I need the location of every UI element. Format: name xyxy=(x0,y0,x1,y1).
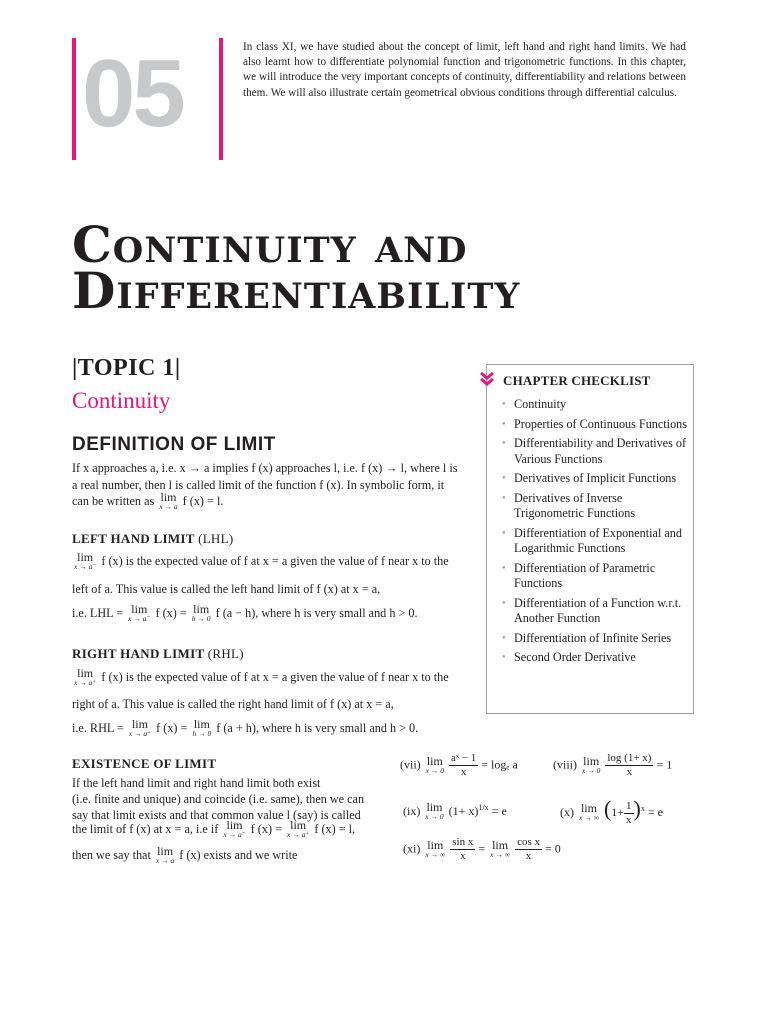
lhl-heading xyxy=(72,531,234,547)
lhl-heading-text: LEFT HAND LIMIT xyxy=(72,531,195,546)
denominator: x xyxy=(626,766,633,778)
chapter-checklist xyxy=(486,364,694,714)
checklist-item: ● Differentiation of Infinite Series xyxy=(497,631,693,647)
close-paren: ) xyxy=(633,796,641,821)
fraction xyxy=(450,836,475,863)
rhl-line3-post: f (a + h), where h is very small and h > 0. xyxy=(216,720,419,735)
checklist-item: ● Differentiation of Parametric Functions xyxy=(497,561,693,592)
definition-line1: If x approaches a, i.e. x → a implies f (x) approaches l, i.e. f (x) → l, where l is xyxy=(72,461,458,475)
limit-symbol xyxy=(425,753,445,776)
lim-subscript: x → a xyxy=(155,856,175,865)
numerator: aˣ − 1 xyxy=(451,752,477,764)
existence-line1: If the left hand limit and right hand limit both exist xyxy=(72,776,321,790)
lim-word: lim xyxy=(290,818,307,832)
lim-word: lim xyxy=(77,550,94,564)
formula-label: (ix) xyxy=(403,803,421,818)
checklist-item: ● Continuity xyxy=(497,397,693,413)
existence-line3: say that limit exists and that common value l (say) is called xyxy=(72,808,361,822)
existence-line2: (i.e. finite and unique) and coincide (i.e. same), then we can xyxy=(72,792,365,806)
formula-viii xyxy=(553,752,672,779)
left-accent-bar xyxy=(72,38,76,160)
lim-word: lim xyxy=(426,800,443,814)
formula-rhs: = e xyxy=(491,803,507,818)
checklist-item: ● Properties of Continuous Functions xyxy=(497,417,693,433)
formula-rhs: = 1 xyxy=(656,757,673,772)
checklist-item: ● Derivatives of Implicit Functions xyxy=(497,471,693,487)
numerator: 1 xyxy=(626,799,632,812)
chapter-title-line1: Continuity and xyxy=(72,215,468,274)
denominator: x xyxy=(626,813,632,826)
formula-x xyxy=(560,796,663,827)
limit-symbol xyxy=(156,846,174,866)
lim-word: lim xyxy=(157,844,174,858)
lhl-line3-pre: i.e. LHL = xyxy=(72,605,124,620)
lim-subscript: x → a⁺ xyxy=(74,678,97,687)
lhl-line3 xyxy=(72,604,418,624)
lim-subscript: x → a⁺ xyxy=(287,830,310,839)
lim-word: lim xyxy=(160,490,177,504)
lhl-line3-mid: f (x) = xyxy=(155,605,187,620)
equals: = xyxy=(478,841,486,856)
rhl-line3 xyxy=(72,719,418,739)
double-chevron-down-icon xyxy=(479,371,497,389)
rhl-line3-mid: f (x) = xyxy=(156,720,188,735)
limit-symbol xyxy=(582,753,601,776)
rhl-abbr: (RHL) xyxy=(207,646,244,661)
lhl-line2: left of a. This value is called the left hand limit of f (x) at x = a, xyxy=(72,582,381,596)
limit-symbol xyxy=(287,820,309,840)
numerator: log (1+ x) xyxy=(607,752,652,764)
checklist-items xyxy=(497,397,693,670)
lim-subscript: h → 0 xyxy=(192,729,212,738)
formula-label: (xi) xyxy=(403,841,421,856)
denominator: x xyxy=(460,850,466,862)
limit-symbol xyxy=(579,803,599,823)
lim-word: lim xyxy=(226,818,243,832)
existence-line4 xyxy=(72,820,355,840)
fraction xyxy=(515,836,542,863)
formula-xi xyxy=(403,836,561,863)
denominator: x xyxy=(525,850,532,862)
lim-word: lim xyxy=(426,753,443,768)
exponent: x xyxy=(640,804,645,813)
fraction xyxy=(449,752,478,779)
checklist-item: ● Differentiation of a Function w.r.t. Another Function xyxy=(497,596,693,627)
lim-subscript: h → 0 xyxy=(191,614,211,623)
numerator: sin x xyxy=(452,836,474,848)
lim-word: lim xyxy=(77,666,94,680)
one: 1+ xyxy=(611,805,625,819)
lim-subscript: x → 0 xyxy=(425,812,444,821)
limit-symbol xyxy=(192,719,211,739)
lim-subscript: x → ∞ xyxy=(579,813,599,823)
chapter-title xyxy=(72,215,521,320)
formula-rhs: = e xyxy=(647,805,663,819)
lim-word: lim xyxy=(193,602,210,616)
lim-word: lim xyxy=(492,837,509,852)
chapter-number: 05 xyxy=(82,40,183,147)
formula-rhs: = logₑ a xyxy=(481,757,518,772)
rhl-heading xyxy=(72,646,244,662)
formula-body: (1+ x) xyxy=(448,803,479,818)
formula-vii xyxy=(400,752,518,779)
limit-symbol xyxy=(128,604,150,624)
formula-label: (viii) xyxy=(553,757,577,772)
chevron-top xyxy=(481,373,493,378)
checklist-item: ● Differentiability and Derivatives of Various Functions xyxy=(497,436,693,467)
rhl-line3-pre: i.e. RHL = xyxy=(72,720,124,735)
lim-subscript: x → a⁻ xyxy=(128,614,151,623)
lim-subscript: x → a xyxy=(159,502,178,511)
rhl-line1-text: f (x) is the expected value of f at x = a given the value of f near x to the xyxy=(101,669,449,684)
right-accent-bar xyxy=(219,38,223,160)
lhl-line3-post: f (a − h), where h is very small and h > 0. xyxy=(215,605,418,620)
formula-rhs: = 0 xyxy=(545,841,561,856)
checklist-title: CHAPTER CHECKLIST xyxy=(503,373,651,388)
lim-subscript: x → a⁻ xyxy=(74,562,97,571)
definition-line3-post: f (x) = l. xyxy=(182,493,224,508)
definition-line2: a real number, then l is called limit of the function f (x). In symbolic form, it xyxy=(72,478,445,492)
checklist-item: ● Differentiation of Exponential and Logarithmic Functions xyxy=(497,526,693,557)
denominator: x xyxy=(460,766,467,778)
topic-name: Continuity xyxy=(72,388,171,413)
rhl-heading-text: RIGHT HAND LIMIT xyxy=(72,646,205,661)
limit-symbol xyxy=(223,820,245,840)
formula-label: (x) xyxy=(560,805,574,819)
existence-heading: EXISTENCE OF LIMIT xyxy=(72,756,217,771)
topic-label: |TOPIC 1| xyxy=(72,355,181,381)
lim-subscript: x → 0 xyxy=(582,765,601,775)
lim-word: lim xyxy=(131,602,148,616)
existence-line5-pre: then we say that xyxy=(72,847,151,862)
chapter-title-line2: Differentiability xyxy=(72,261,521,320)
limit-symbol xyxy=(74,668,96,688)
existence-line4-mid: f (x) = xyxy=(250,821,282,836)
existence-line5-post: f (x) exists and we write xyxy=(179,847,298,862)
lim-subscript: x → a⁻ xyxy=(223,830,246,839)
definition-line3 xyxy=(72,492,223,512)
limit-symbol xyxy=(425,837,446,860)
fraction xyxy=(624,800,634,827)
lhl-line1 xyxy=(72,552,449,572)
checklist-item: ● Second Order Derivative xyxy=(497,650,693,666)
lhl-abbr: (LHL) xyxy=(198,531,234,546)
fraction xyxy=(605,752,653,779)
open-paren: ( xyxy=(603,796,612,821)
lim-word: lim xyxy=(427,837,444,852)
existence-line5 xyxy=(72,846,297,866)
checklist-item: ● Derivatives of Inverse Trigonometric Functions xyxy=(497,491,693,522)
limit-symbol xyxy=(129,719,151,739)
rhl-line1 xyxy=(72,668,449,688)
lim-subscript: x → 0 xyxy=(425,765,445,775)
limit-symbol xyxy=(490,837,511,860)
lim-word: lim xyxy=(131,717,148,731)
lim-subscript: x → ∞ xyxy=(490,849,511,859)
limit-symbol xyxy=(159,492,177,512)
limit-symbol xyxy=(74,552,96,572)
lim-word: lim xyxy=(580,801,597,816)
lhl-line1-text: f (x) is the expected value of f at x = a given the value of f near x to the xyxy=(101,553,449,568)
lim-subscript: x → ∞ xyxy=(425,849,446,859)
formula-label: (vii) xyxy=(400,757,421,772)
chapter-intro: In class XI, we have studied about the concept of limit, left hand and right hand limits. We had also learnt how to differentiate polynomial function and trigonometric functions. In this chapter, we will introduce the very important concepts of continuity, differentiability and relations between them. We will also illustrate certain geometrical obvious conditions through differential calculus. xyxy=(243,41,686,99)
definition-heading: DEFINITION OF LIMIT xyxy=(72,434,276,455)
formula-ix xyxy=(403,802,507,822)
lim-word: lim xyxy=(193,717,210,731)
definition-line3-pre: can be written as xyxy=(72,493,155,508)
exponent: 1/x xyxy=(478,802,489,812)
lim-subscript: x → a⁺ xyxy=(128,729,152,738)
existence-line4-pre: the limit of f (x) at x = a, i.e if xyxy=(72,821,219,836)
lim-word: lim xyxy=(583,753,600,768)
limit-symbol xyxy=(425,802,443,822)
rhl-line2: right of a. This value is called the right hand limit of f (x) at x = a, xyxy=(72,697,394,711)
existence-line4-post: f (x) = l, xyxy=(314,821,356,836)
numerator: cos x xyxy=(517,836,540,848)
double-chevron-down-icon-svg xyxy=(479,371,495,387)
limit-symbol xyxy=(192,604,211,624)
